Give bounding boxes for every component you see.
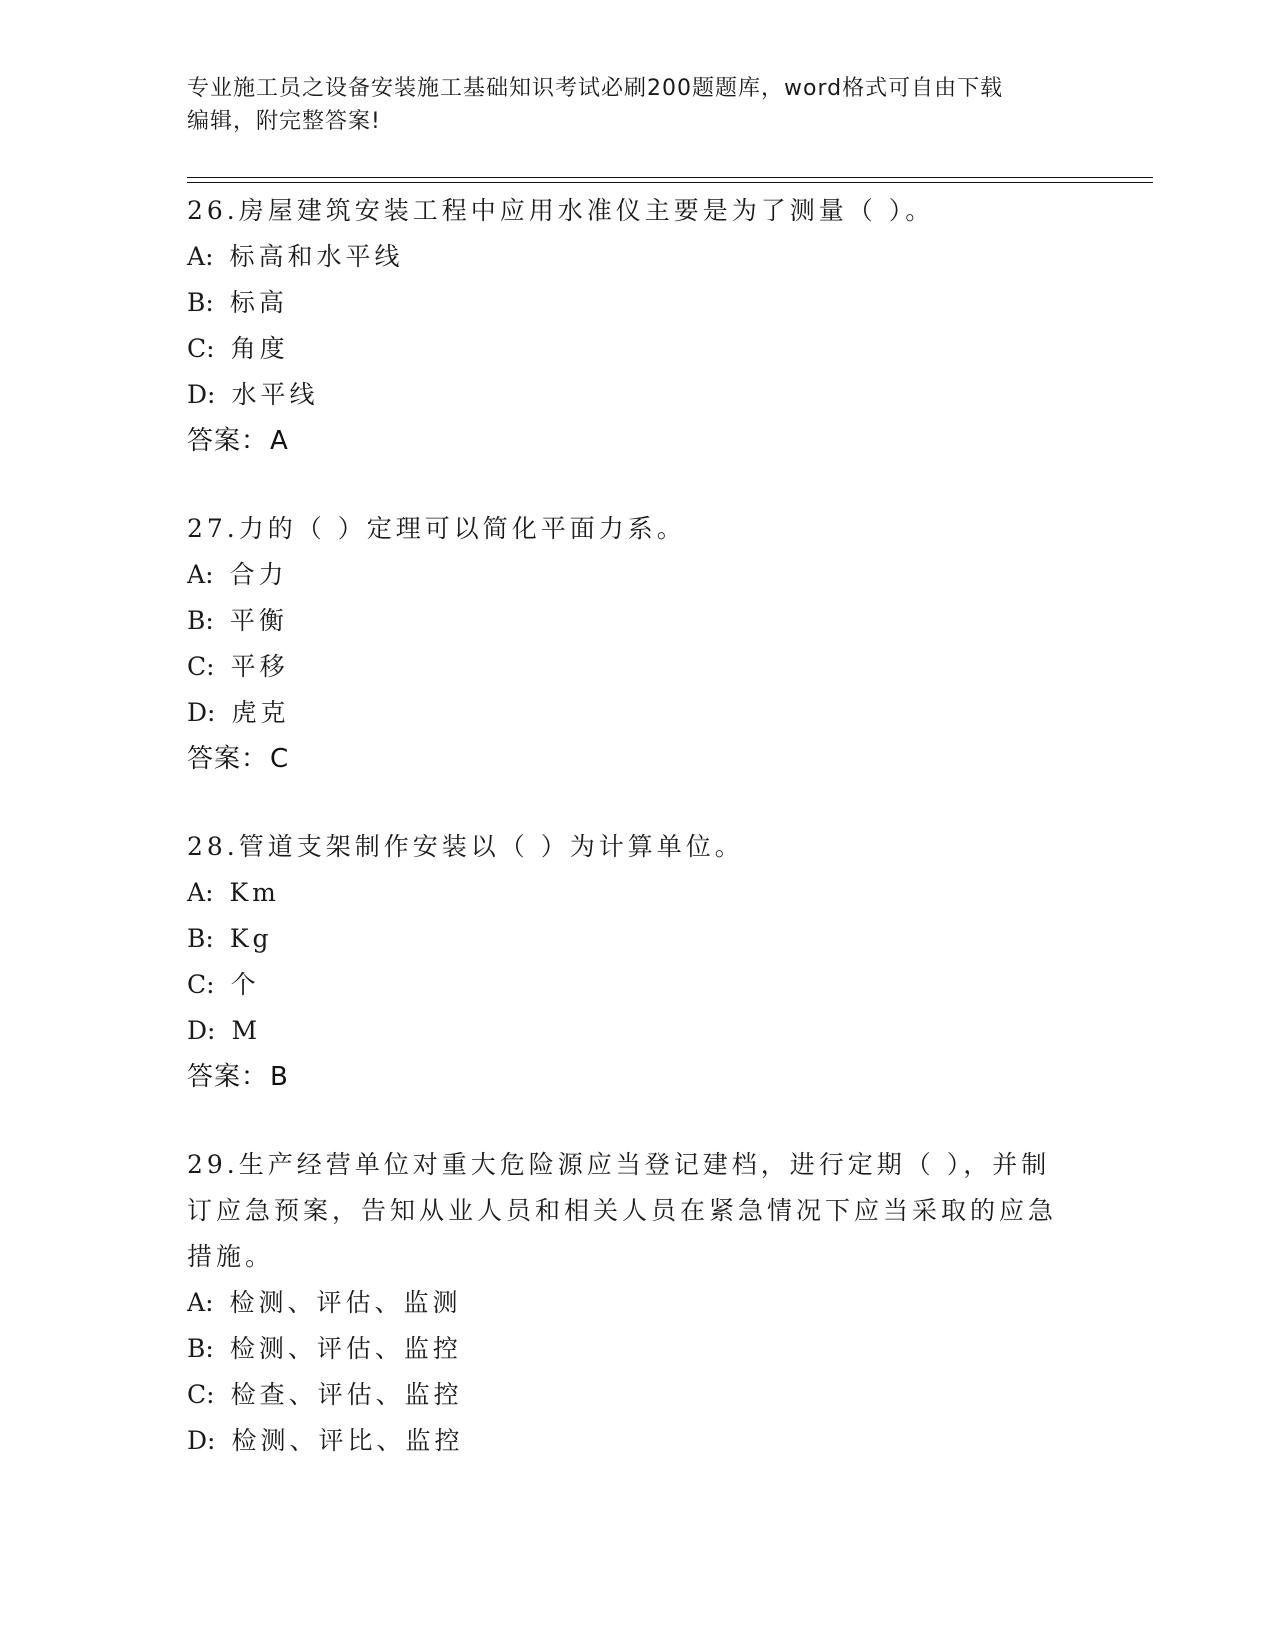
option-letter: C	[187, 652, 207, 681]
option-letter: B	[187, 924, 206, 953]
option-text: 检查、评估、监控	[230, 1380, 463, 1409]
option-letter: A	[187, 560, 206, 589]
question-stem: 生产经营单位对重大危险源应当登记建档，进行定期（ ），并制订应急预案，告知从业人员和相关人员在紧急情况下应当采取的应急措施。	[187, 1150, 1058, 1271]
answer-line	[187, 736, 1067, 782]
question-text	[187, 1142, 1067, 1280]
option-text: 虎克	[231, 698, 290, 727]
option-text: Kg	[229, 924, 273, 953]
question-26	[187, 188, 1067, 464]
option-text: 检测、评估、监控	[229, 1334, 462, 1363]
option-text: 平移	[230, 652, 289, 681]
option-b: B: 检测、评估、监控	[187, 1334, 462, 1363]
document-header	[187, 72, 1067, 138]
question-number: 27.	[187, 514, 239, 543]
option-text: 标高和水平线	[229, 242, 404, 271]
option-text: 角度	[230, 334, 289, 363]
question-text	[187, 506, 1067, 552]
option-d: D: 检测、评比、监控	[187, 1426, 464, 1455]
option-b: B: Kg	[187, 924, 273, 953]
option-letter: A	[187, 1288, 206, 1317]
option-letter: A	[187, 242, 206, 271]
question-27	[187, 506, 1067, 782]
answer-line	[187, 1054, 1067, 1100]
header-title-line-1: 专业施工员之设备安装施工基础知识考试必刷200题题库，word格式可自由下载	[187, 76, 1004, 101]
option-text: 检测、评比、监控	[231, 1426, 464, 1455]
option-letter: B	[187, 288, 206, 317]
answer-value: C	[270, 744, 290, 774]
question-29	[187, 1142, 1067, 1464]
question-number: 26.	[187, 196, 239, 225]
question-number: 28.	[187, 832, 239, 861]
header-divider-top	[187, 177, 1153, 178]
header-divider-bottom	[187, 182, 1153, 183]
option-letter: B	[187, 1334, 206, 1363]
option-d: D: M	[187, 1016, 262, 1045]
option-text: 检测、评估、监测	[229, 1288, 462, 1317]
answer-label: 答案：	[187, 1062, 269, 1092]
question-stem: 力的（ ）定理可以简化平面力系。	[238, 514, 686, 543]
option-text: M	[231, 1016, 262, 1045]
option-text: Km	[229, 878, 280, 907]
option-a: A: 合力	[187, 560, 288, 589]
option-text: 水平线	[231, 380, 319, 409]
header-title-line-2: 编辑，附完整答案!	[187, 109, 381, 134]
answer-value: B	[270, 1062, 289, 1092]
question-text	[187, 188, 1067, 234]
option-b: B: 标高	[187, 288, 288, 317]
option-d: D: 虎克	[187, 698, 290, 727]
option-d: D: 水平线	[187, 380, 319, 409]
option-letter: D	[187, 1426, 208, 1455]
option-text: 个	[230, 970, 260, 999]
option-c: C: 检查、评估、监控	[187, 1380, 463, 1409]
option-a: A: 标高和水平线	[187, 242, 404, 271]
option-letter: D	[187, 380, 208, 409]
option-text: 平衡	[229, 606, 288, 635]
option-letter: C	[187, 334, 207, 363]
answer-label: 答案：	[187, 426, 269, 456]
option-a: A: Km	[187, 878, 280, 907]
option-c: C: 平移	[187, 652, 289, 681]
question-text	[187, 824, 1067, 870]
option-letter: D	[187, 698, 208, 727]
option-b: B: 平衡	[187, 606, 288, 635]
option-text: 合力	[229, 560, 288, 589]
question-stem: 管道支架制作安装以（ ）为计算单位。	[238, 832, 744, 861]
answer-line	[187, 418, 1067, 464]
option-letter: D	[187, 1016, 208, 1045]
question-28	[187, 824, 1067, 1100]
question-stem: 房屋建筑安装工程中应用水准仪主要是为了测量（ ）。	[238, 196, 935, 225]
answer-label: 答案：	[187, 744, 269, 774]
option-c: C: 角度	[187, 334, 289, 363]
answer-value: A	[270, 426, 289, 456]
option-letter: C	[187, 1380, 207, 1409]
option-a: A: 检测、评估、监测	[187, 1288, 462, 1317]
option-letter: A	[187, 878, 206, 907]
question-number: 29.	[187, 1150, 239, 1179]
option-letter: B	[187, 606, 206, 635]
option-text: 标高	[229, 288, 288, 317]
option-letter: C	[187, 970, 207, 999]
option-c: C: 个	[187, 970, 260, 999]
